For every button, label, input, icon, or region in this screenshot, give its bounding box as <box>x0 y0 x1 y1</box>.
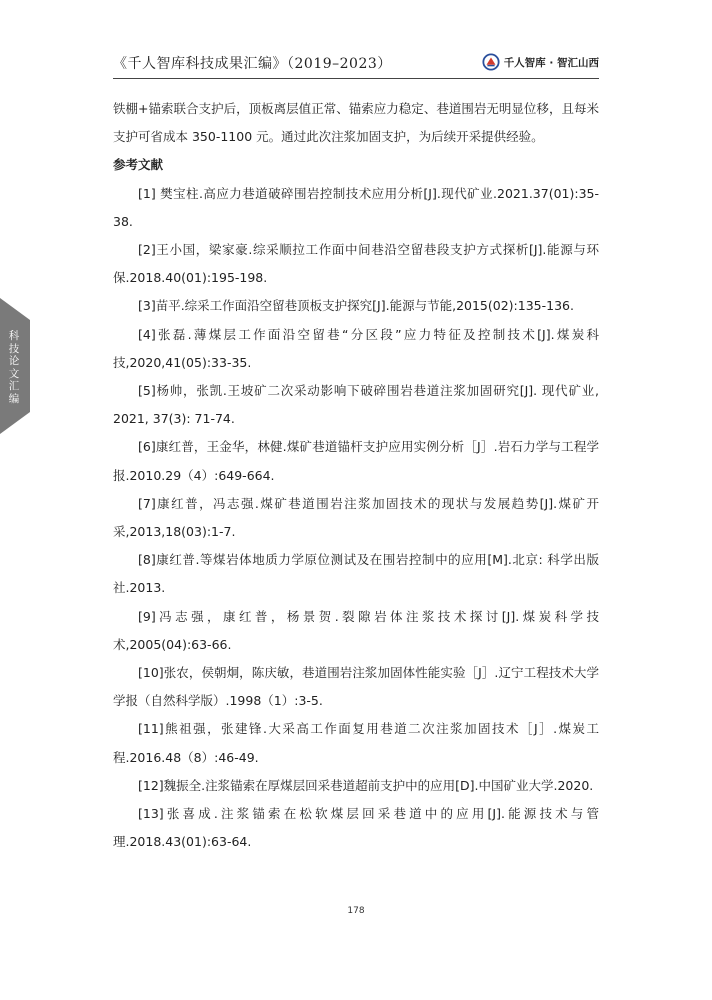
reference-item: [2]王小国，梁家豪.综采顺拉工作面中间巷沿空留巷段支护方式探析[J].能源与环保.2018.40(01):195-198. <box>113 242 599 286</box>
reference-item: [3]苗平.综采工作面沿空留巷顶板支护探究[J].能源与节能,2015(02):135-136. <box>138 298 574 314</box>
reference-item: [7]康红普，冯志强.煤矿巷道围岩注浆加固技术的现状与发展趋势[J].煤矿开采,2013,18(03):1-7. <box>113 495 599 540</box>
page-number: 178 <box>347 906 365 916</box>
document-body <box>113 95 599 856</box>
reference-item: [8]康红普.等煤岩体地质力学原位测试及在围岩控制中的应用[M].北京: 科学出版社.2013. <box>113 552 599 596</box>
reference-item: [10]张农，侯朝炯，陈庆敏，巷道围岩注浆加固体性能实验［J］.辽宁工程技术大学学报（自然科学版）.1998（1）:3-5. <box>113 665 599 709</box>
reference-item: [12]魏振全.注浆锚索在厚煤层回采巷道超前支护中的应用[D].中国矿业大学.2020. <box>138 777 594 793</box>
header-brand <box>482 53 599 71</box>
reference-item: [1] 樊宝柱.高应力巷道破碎围岩控制技术应用分析[J].现代矿业.2021.37(01):35-38. <box>113 185 599 229</box>
reference-item: [13]张喜成.注浆锚索在松软煤层回采巷道中的应用[J].能源技术与管理.2018.43(01):63-64. <box>113 806 599 850</box>
reference-item: [4]张磊.薄煤层工作面沿空留巷“分区段”应力特征及控制技术[J].煤炭科技,2020,41(05):33-35. <box>113 326 599 370</box>
header-divider <box>113 78 599 79</box>
reference-item: [6]康红普，王金华，林健.煤矿巷道锚杆支护应用实例分析［J］.岩石力学与工程学报.2010.29（4）:649-664. <box>113 439 599 483</box>
intro-paragraph: 铁棚+锚索联合支护后，顶板离层值正常、锚索应力稳定、巷道围岩无明显位移，且每米支护可省成本 350-1100 元。通过此次注浆加固支护，为后续开采提供经验。 <box>113 101 599 145</box>
header-title: 《千人智库科技成果汇编》（2019–2023） <box>113 56 392 72</box>
side-tab-label: 科技论文汇编 <box>8 330 20 405</box>
page-header <box>113 50 599 78</box>
reference-item: [11]熊祖强，张建锋.大采高工作面复用巷道二次注浆加固技术［J］.煤炭工程.2016.48（8）:46-49. <box>113 721 599 765</box>
references-heading: 参考文献 <box>113 157 164 173</box>
brand-name: 千人智库 · 智汇山西 <box>503 56 599 69</box>
brand-logo-icon <box>482 53 500 71</box>
reference-item: [9]冯志强，康红普，杨景贺.裂隙岩体注浆技术探讨[J].煤炭科学技术,2005(04):63-66. <box>113 608 599 652</box>
reference-item: [5]杨帅，张凯.王坡矿二次采动影响下破碎围岩巷道注浆加固研究[J]. 现代矿业, 2021, 37(3): 71-74. <box>113 383 599 427</box>
